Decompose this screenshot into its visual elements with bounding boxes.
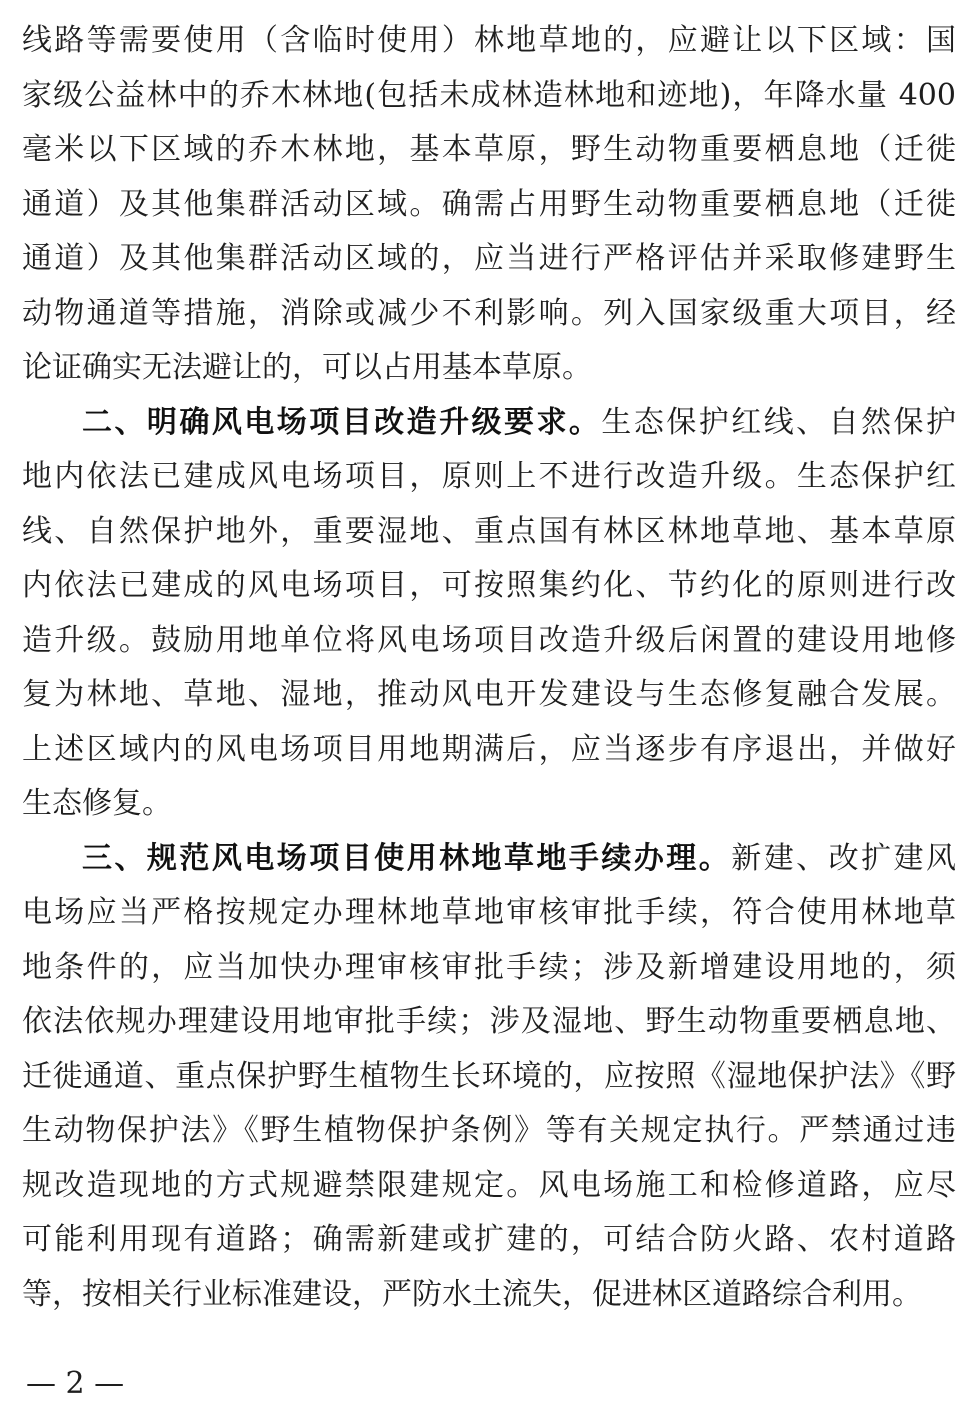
paragraph-1 bbox=[22, 14, 956, 396]
paragraph-2 bbox=[22, 396, 956, 832]
text-line: 电场应当严格按规定办理林地草地审核审批手续，符合使用林地草 bbox=[22, 895, 956, 930]
text-line: 内依法已建成的风电场项目，可按照集约化、节约化的原则进行改 bbox=[22, 568, 956, 603]
text-line: 造升级。鼓励用地单位将风电场项目改造升级后闲置的建设用地修 bbox=[22, 622, 956, 658]
text-line: 家级公益林中的乔木林地(包括未成林造林地和迹地)，年降水量 400 bbox=[22, 77, 956, 113]
text-line: 通道）及其他集群活动区域的，应当进行严格评估并采取修建野生 bbox=[22, 241, 956, 276]
text-line: 规改造现地的方式规避禁限建规定。风电场施工和检修道路，应尽 bbox=[22, 1167, 956, 1203]
section-first-line bbox=[22, 832, 956, 887]
text-line: 迁徙通道、重点保护野生植物生长环境的，应按照《湿地保护法》《野 bbox=[22, 1058, 956, 1094]
page-number: — 2 — bbox=[26, 1366, 125, 1401]
text-run: 生态保护红线、自然保护 bbox=[601, 404, 956, 440]
text-line: 上述区域内的风电场项目用地期满后，应当逐步有序退出，并做好 bbox=[22, 731, 956, 767]
text-line: 等，按相关行业标准建设，严防水土流失，促进林区道路综合利用。 bbox=[22, 1276, 922, 1312]
text-line: 地内依法已建成风电场项目，原则上不进行改造升级。生态保护红 bbox=[22, 459, 956, 494]
text-line: 可能利用现有道路；确需新建或扩建的，可结合防火路、农村道路 bbox=[22, 1222, 956, 1257]
text-line: 线路等需要使用（含临时使用）林地草地的，应避让以下区域：国 bbox=[22, 23, 956, 58]
text-line: 地条件的，应当加快办理审核审批手续；涉及新增建设用地的，须 bbox=[22, 949, 956, 985]
section-heading: 三、规范风电场项目使用林地草地手续办理。 bbox=[82, 840, 732, 876]
text-line: 复为林地、草地、湿地，推动风电开发建设与生态修复融合发展。 bbox=[22, 677, 956, 712]
section-heading: 二、明确风电场项目改造升级要求。 bbox=[82, 404, 602, 440]
text-line: 线、自然保护地外，重要湿地、重点国有林区林地草地、基本草原 bbox=[22, 513, 956, 549]
text-line: 生动物保护法》《野生植物保护条例》等有关规定执行。严禁通过违 bbox=[22, 1113, 956, 1148]
text-line: 论证确实无法避让的，可以占用基本草原。 bbox=[22, 350, 592, 385]
text-line: 毫米以下区域的乔木林地，基本草原，野生动物重要栖息地（迁徙 bbox=[22, 132, 956, 167]
paragraph-3 bbox=[22, 832, 956, 1323]
section-first-line bbox=[22, 396, 956, 451]
text-line: 动物通道等措施，消除或减少不利影响。列入国家级重大项目，经 bbox=[22, 295, 956, 331]
text-line: 通道）及其他集群活动区域。确需占用野生动物重要栖息地（迁徙 bbox=[22, 186, 956, 222]
text-line: 生态修复。 bbox=[22, 786, 172, 821]
text-line: 依法依规办理建设用地审批手续；涉及湿地、野生动物重要栖息地、 bbox=[22, 1004, 956, 1039]
text-run: 新建、改扩建风 bbox=[731, 840, 956, 876]
document-body bbox=[22, 14, 956, 1322]
